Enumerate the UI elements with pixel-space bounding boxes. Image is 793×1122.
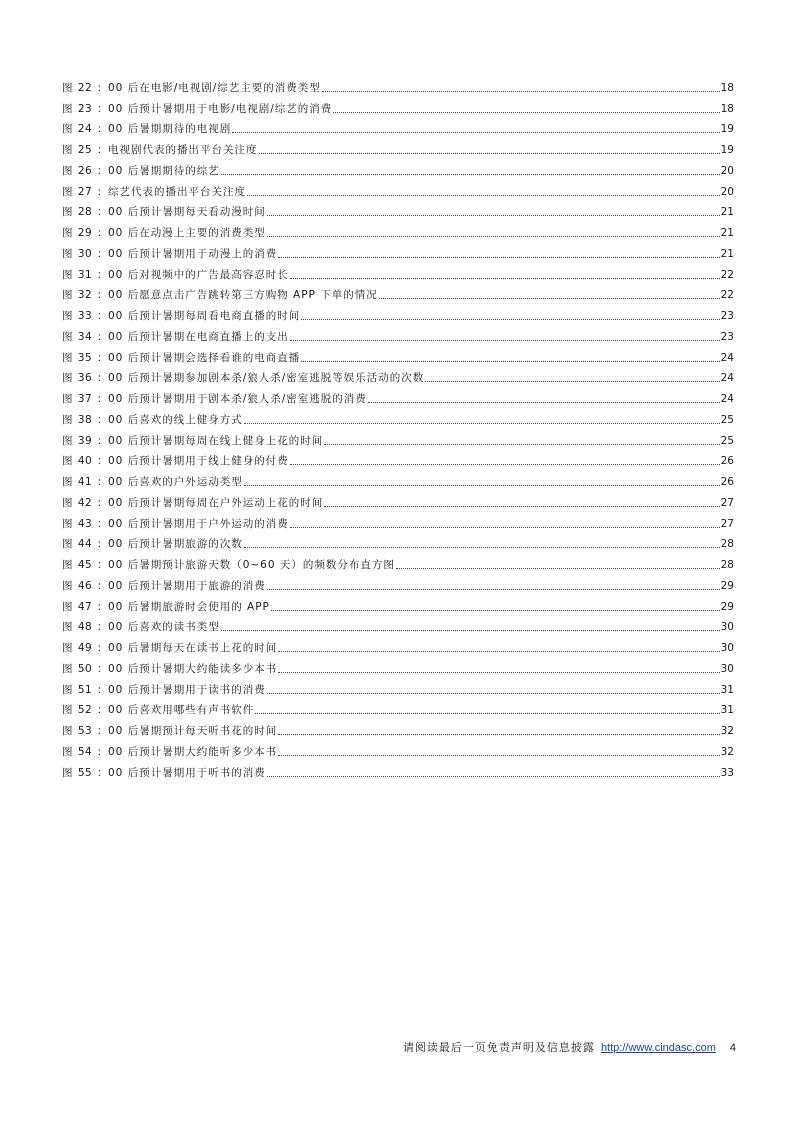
dot-leader — [278, 755, 719, 756]
dot-leader — [271, 610, 720, 611]
figure-page-number: 23 — [720, 310, 734, 322]
figure-prefix: 图 — [62, 227, 73, 239]
dot-leader — [244, 423, 720, 424]
dot-leader — [301, 361, 719, 362]
toc-entry-figure-49[interactable] — [62, 634, 734, 655]
figure-label — [62, 309, 108, 323]
figure-page-number: 27 — [720, 496, 734, 509]
figure-label — [62, 330, 108, 344]
figure-prefix: 图 — [62, 268, 73, 281]
toc-entry-figure-31[interactable] — [62, 261, 734, 282]
figure-title: 00 后暑期每天在读书上花的时间 — [108, 642, 278, 654]
figure-separator: ： — [97, 517, 108, 530]
figure-page-number: 32 — [720, 725, 734, 737]
figure-separator: ： — [97, 289, 108, 302]
figure-number: 43 — [77, 517, 93, 530]
toc-entry-figure-48[interactable] — [62, 614, 734, 635]
dot-leader — [267, 693, 720, 694]
figure-prefix: 图 — [62, 662, 73, 675]
figure-title: 00 后暑期旅游时会使用的 APP — [108, 600, 270, 613]
figure-label — [62, 475, 108, 489]
toc-entry-figure-30[interactable] — [62, 240, 734, 261]
figure-number: 35 — [77, 351, 93, 364]
figure-prefix: 图 — [62, 123, 73, 136]
dot-leader — [259, 153, 720, 154]
toc-entry-figure-39[interactable] — [62, 427, 734, 448]
figure-label — [62, 745, 108, 759]
toc-entry-figure-35[interactable] — [62, 344, 734, 365]
figure-label — [62, 143, 108, 157]
figure-number: 53 — [77, 725, 93, 737]
figure-page-number: 18 — [720, 102, 734, 115]
dot-leader — [244, 485, 720, 486]
toc-entry-figure-44[interactable] — [62, 531, 734, 552]
figure-prefix: 图 — [62, 745, 73, 758]
figure-separator: ： — [97, 185, 108, 198]
toc-entry-figure-26[interactable] — [62, 157, 734, 178]
figure-label — [62, 268, 108, 282]
figure-prefix: 图 — [62, 579, 73, 592]
figure-separator: ： — [97, 662, 108, 675]
dot-leader — [278, 734, 719, 735]
figure-prefix: 图 — [62, 538, 73, 551]
toc-entry-figure-45[interactable] — [62, 551, 734, 572]
figure-number: 32 — [77, 289, 93, 302]
figure-title: 00 后预计暑期用于动漫上的消费 — [108, 247, 278, 260]
toc-entry-figure-46[interactable] — [62, 572, 734, 593]
figure-number: 42 — [77, 496, 93, 509]
figure-prefix: 图 — [62, 600, 73, 613]
figure-number: 52 — [77, 704, 93, 717]
dot-leader — [301, 319, 719, 320]
figure-separator: ： — [97, 102, 108, 115]
figure-title: 00 后喜欢的读书类型 — [108, 621, 220, 634]
toc-entry-figure-53[interactable] — [62, 717, 734, 738]
figure-title: 00 后预计暑期用于听书的消费 — [108, 766, 266, 779]
figure-page-number: 25 — [720, 413, 734, 426]
dot-leader — [324, 506, 719, 507]
toc-entry-figure-24[interactable] — [62, 116, 734, 137]
figure-separator: ： — [97, 538, 108, 551]
figure-separator: ： — [97, 144, 108, 156]
figure-number: 46 — [77, 579, 93, 592]
dot-leader — [255, 713, 719, 714]
figure-page-number: 25 — [720, 434, 734, 447]
figure-number: 50 — [77, 662, 93, 675]
figure-page-number: 30 — [720, 621, 734, 634]
figure-prefix: 图 — [62, 476, 73, 488]
dot-leader — [247, 195, 720, 196]
figure-label — [62, 122, 108, 136]
figure-prefix: 图 — [62, 559, 73, 571]
toc-entry-figure-34[interactable] — [62, 323, 734, 344]
figure-title: 00 后预计暑期旅游的次数 — [108, 538, 243, 551]
figure-label — [62, 600, 108, 614]
figure-page-number: 29 — [720, 579, 734, 592]
figure-number: 39 — [77, 434, 93, 447]
figure-title: 00 后喜欢的线上健身方式 — [108, 413, 243, 426]
figure-title: 00 后预计暑期每周在线上健身上花的时间 — [108, 434, 324, 447]
figure-label — [62, 102, 108, 116]
dot-leader — [221, 630, 720, 631]
figure-page-number: 31 — [720, 704, 734, 717]
figure-label — [62, 434, 108, 448]
figure-page-number: 21 — [720, 206, 734, 219]
toc-entry-figure-28[interactable] — [62, 199, 734, 220]
figure-separator: ： — [97, 455, 108, 468]
figure-prefix: 图 — [62, 206, 73, 219]
figure-page-number: 24 — [720, 351, 734, 364]
toc-entry-figure-32[interactable] — [62, 282, 734, 303]
figure-separator: ： — [97, 600, 108, 613]
figure-label — [62, 413, 108, 427]
figure-separator: ： — [97, 81, 108, 94]
dot-leader — [396, 568, 720, 569]
figure-separator: ： — [97, 642, 108, 654]
figure-prefix: 图 — [62, 683, 73, 696]
dot-leader — [278, 257, 719, 258]
figure-number: 34 — [77, 330, 93, 343]
figure-title: 00 后在动漫上主要的消费类型 — [108, 227, 266, 239]
dot-leader — [221, 174, 720, 175]
toc-entry-figure-55[interactable] — [62, 759, 734, 780]
toc-entry-figure-27[interactable] — [62, 178, 734, 199]
figure-title: 00 后预计暑期用于电影/电视剧/综艺的消费 — [108, 102, 333, 115]
figure-label — [62, 247, 108, 261]
figure-prefix: 图 — [62, 621, 73, 634]
figure-separator: ： — [97, 766, 108, 779]
figure-page-number: 21 — [720, 247, 734, 260]
figure-prefix: 图 — [62, 102, 73, 115]
figure-prefix: 图 — [62, 642, 73, 654]
figure-prefix: 图 — [62, 372, 73, 385]
figure-number: 47 — [77, 600, 93, 613]
figure-title: 00 后预计暑期用于读书的消费 — [108, 683, 266, 696]
figure-separator: ： — [97, 704, 108, 717]
figure-prefix: 图 — [62, 517, 73, 530]
figure-page-number: 24 — [720, 393, 734, 405]
figure-number: 27 — [77, 185, 93, 198]
figure-page-number: 30 — [720, 662, 734, 675]
figure-label — [62, 641, 108, 655]
figure-title: 综艺代表的播出平台关注度 — [108, 185, 246, 198]
figure-number: 25 — [77, 144, 93, 156]
figure-title: 00 后预计暑期用于户外运动的消费 — [108, 517, 289, 530]
dot-leader — [324, 444, 719, 445]
figure-page-number: 26 — [720, 476, 734, 488]
toc-entry-figure-40[interactable] — [62, 448, 734, 469]
figure-label — [62, 662, 108, 676]
figure-page-number: 24 — [720, 372, 734, 385]
figure-number: 31 — [77, 268, 93, 281]
toc-entry-figure-23[interactable] — [62, 95, 734, 116]
figure-prefix: 图 — [62, 725, 73, 737]
dot-leader — [379, 298, 720, 299]
figure-number: 33 — [77, 310, 93, 322]
figure-prefix: 图 — [62, 81, 73, 94]
figure-label — [62, 496, 108, 510]
dot-leader — [290, 340, 720, 341]
figure-page-number: 31 — [720, 683, 734, 696]
figure-prefix: 图 — [62, 164, 73, 177]
figure-prefix: 图 — [62, 413, 73, 426]
figure-label — [62, 226, 108, 240]
figure-prefix: 图 — [62, 496, 73, 509]
figure-title: 00 后预计暑期用于旅游的消费 — [108, 579, 266, 592]
figure-separator: ： — [97, 579, 108, 592]
figure-separator: ： — [97, 476, 108, 488]
figure-separator: ： — [97, 434, 108, 447]
page-footer — [403, 1040, 736, 1056]
figure-page-number: 30 — [720, 642, 734, 654]
figure-page-number: 33 — [720, 766, 734, 779]
figure-label — [62, 454, 108, 468]
figure-number: 41 — [77, 476, 93, 488]
figure-label — [62, 703, 108, 717]
dot-leader — [267, 776, 720, 777]
figure-title: 00 后预计暑期每周看电商直播的时间 — [108, 310, 301, 322]
figure-separator: ： — [97, 164, 108, 177]
toc-entry-figure-36[interactable] — [62, 365, 734, 386]
figure-title: 00 后暑期期待的综艺 — [108, 164, 220, 177]
toc-entry-figure-22[interactable] — [62, 74, 734, 95]
figure-title: 电视剧代表的播出平台关注度 — [108, 144, 258, 156]
dot-leader — [278, 672, 719, 673]
figure-prefix: 图 — [62, 455, 73, 468]
figure-page-number: 19 — [720, 144, 734, 156]
figure-label — [62, 683, 108, 697]
figure-label — [62, 392, 108, 406]
figure-prefix: 图 — [62, 185, 73, 198]
figure-label — [62, 558, 108, 572]
toc-entry-figure-52[interactable] — [62, 697, 734, 718]
figure-title: 00 后预计暑期用于线上健身的付费 — [108, 455, 289, 468]
figure-separator: ： — [97, 683, 108, 696]
figure-prefix: 图 — [62, 434, 73, 447]
figure-page-number: 22 — [720, 268, 734, 281]
figure-prefix: 图 — [62, 330, 73, 343]
figure-number: 23 — [77, 102, 93, 115]
dot-leader — [267, 236, 720, 237]
figure-page-number: 20 — [720, 185, 734, 198]
page-number: 4 — [729, 1042, 736, 1054]
toc-entry-figure-51[interactable] — [62, 676, 734, 697]
figure-separator: ： — [97, 413, 108, 426]
figure-number: 29 — [77, 227, 93, 239]
figure-separator: ： — [97, 496, 108, 509]
figure-prefix: 图 — [62, 144, 73, 156]
figure-number: 45 — [77, 559, 93, 571]
dot-leader — [267, 589, 720, 590]
figure-number: 26 — [77, 164, 93, 177]
toc-entry-figure-43[interactable] — [62, 510, 734, 531]
dot-leader — [322, 91, 720, 92]
figure-separator: ： — [97, 372, 108, 385]
figure-separator: ： — [97, 559, 108, 571]
figure-page-number: 28 — [720, 559, 734, 571]
figure-title: 00 后预计暑期每天看动漫时间 — [108, 206, 266, 219]
figure-separator: ： — [97, 227, 108, 239]
toc-entry-figure-25[interactable] — [62, 136, 734, 157]
dot-leader — [333, 112, 719, 113]
figure-label — [62, 81, 108, 95]
toc-entry-figure-47[interactable] — [62, 593, 734, 614]
figure-prefix: 图 — [62, 704, 73, 717]
figure-label — [62, 164, 108, 178]
figure-label — [62, 288, 108, 302]
figure-title: 00 后暑期预计旅游天数（0~60 天）的频数分布直方图 — [108, 559, 395, 571]
figure-title: 00 后预计暑期大约能听多少本书 — [108, 745, 278, 758]
figure-page-number: 18 — [720, 81, 734, 94]
figure-separator: ： — [97, 268, 108, 281]
figure-number: 30 — [77, 247, 93, 260]
figure-page-number: 20 — [720, 164, 734, 177]
figure-number: 48 — [77, 621, 93, 634]
figure-label — [62, 185, 108, 199]
figure-title: 00 后喜欢用哪些有声书软件 — [108, 704, 255, 717]
figure-label — [62, 724, 108, 738]
figure-page-number: 32 — [720, 745, 734, 758]
figure-page-number: 22 — [720, 289, 734, 302]
figure-separator: ： — [97, 310, 108, 322]
figure-label — [62, 620, 108, 634]
figure-prefix: 图 — [62, 310, 73, 322]
dot-leader — [244, 547, 720, 548]
figure-page-number: 27 — [720, 517, 734, 530]
figure-number: 40 — [77, 455, 93, 468]
figure-separator: ： — [97, 351, 108, 364]
figure-number: 36 — [77, 372, 93, 385]
figure-title: 00 后预计暑期参加剧本杀/狼人杀/密室逃脱等娱乐活动的次数 — [108, 372, 425, 385]
toc-entry-figure-37[interactable] — [62, 385, 734, 406]
figure-number: 55 — [77, 766, 93, 779]
toc-entry-figure-42[interactable] — [62, 489, 734, 510]
figure-page-number: 19 — [720, 123, 734, 136]
dot-leader — [425, 381, 719, 382]
dot-leader — [232, 132, 719, 133]
toc-entry-figure-38[interactable] — [62, 406, 734, 427]
figure-page-number: 21 — [720, 227, 734, 239]
figure-title: 00 后暑期预计每天听书花的时间 — [108, 725, 278, 737]
figure-prefix: 图 — [62, 247, 73, 260]
figure-separator: ： — [97, 330, 108, 343]
footer-website-link[interactable]: http://www.cindasc.com — [600, 1042, 716, 1054]
figure-label — [62, 537, 108, 551]
figure-title: 00 后预计暑期在电商直播上的支出 — [108, 330, 289, 343]
figure-page-number: 26 — [720, 455, 734, 468]
footer-disclaimer: 请阅读最后一页免责声明及信息披露 — [402, 1041, 595, 1054]
dot-leader — [290, 464, 720, 465]
table-of-figures — [62, 74, 734, 780]
figure-page-number: 28 — [720, 538, 734, 551]
figure-label — [62, 371, 108, 385]
figure-title: 00 后暑期期待的电视剧 — [108, 123, 232, 136]
figure-page-number: 29 — [720, 600, 734, 613]
figure-label — [62, 579, 108, 593]
figure-number: 38 — [77, 413, 93, 426]
toc-entry-figure-50[interactable] — [62, 655, 734, 676]
figure-title: 00 后喜欢的户外运动类型 — [108, 476, 243, 488]
figure-prefix: 图 — [62, 393, 73, 405]
figure-number: 44 — [77, 538, 93, 551]
dot-leader — [368, 402, 720, 403]
figure-separator: ： — [97, 745, 108, 758]
dot-leader — [290, 278, 720, 279]
toc-entry-figure-29[interactable] — [62, 219, 734, 240]
figure-separator: ： — [97, 725, 108, 737]
figure-prefix: 图 — [62, 289, 73, 302]
figure-title: 00 后预计暑期用于剧本杀/狼人杀/密室逃脱的消费 — [108, 393, 367, 405]
figure-title: 00 后预计暑期大约能读多少本书 — [108, 662, 278, 675]
figure-label — [62, 205, 108, 219]
toc-entry-figure-33[interactable] — [62, 302, 734, 323]
figure-title: 00 后预计暑期每周在户外运动上花的时间 — [108, 496, 324, 509]
figure-page-number: 23 — [720, 330, 734, 343]
figure-number: 51 — [77, 683, 93, 696]
figure-label — [62, 351, 108, 365]
figure-separator: ： — [97, 621, 108, 634]
figure-label — [62, 517, 108, 531]
figure-number: 22 — [77, 81, 93, 94]
dot-leader — [290, 527, 720, 528]
figure-label — [62, 766, 108, 780]
figure-separator: ： — [97, 206, 108, 219]
figure-title: 00 后预计暑期会选择看谁的电商直播 — [108, 351, 301, 364]
figure-prefix: 图 — [62, 351, 73, 364]
figure-number: 49 — [77, 642, 93, 654]
dot-leader — [278, 651, 719, 652]
figure-separator: ： — [97, 123, 108, 136]
figure-separator: ： — [97, 247, 108, 260]
figure-number: 24 — [77, 123, 93, 136]
figure-prefix: 图 — [62, 766, 73, 779]
figure-title: 00 后愿意点击广告跳转第三方购物 APP 下单的情况 — [108, 289, 378, 302]
figure-number: 54 — [77, 745, 93, 758]
figure-number: 28 — [77, 206, 93, 219]
toc-entry-figure-54[interactable] — [62, 738, 734, 759]
figure-title: 00 后在电影/电视剧/综艺主要的消费类型 — [108, 81, 321, 94]
figure-separator: ： — [97, 393, 108, 405]
figure-title: 00 后对视频中的广告最高容忍时长 — [108, 268, 289, 281]
dot-leader — [267, 215, 720, 216]
toc-entry-figure-41[interactable] — [62, 468, 734, 489]
figure-number: 37 — [77, 393, 93, 405]
